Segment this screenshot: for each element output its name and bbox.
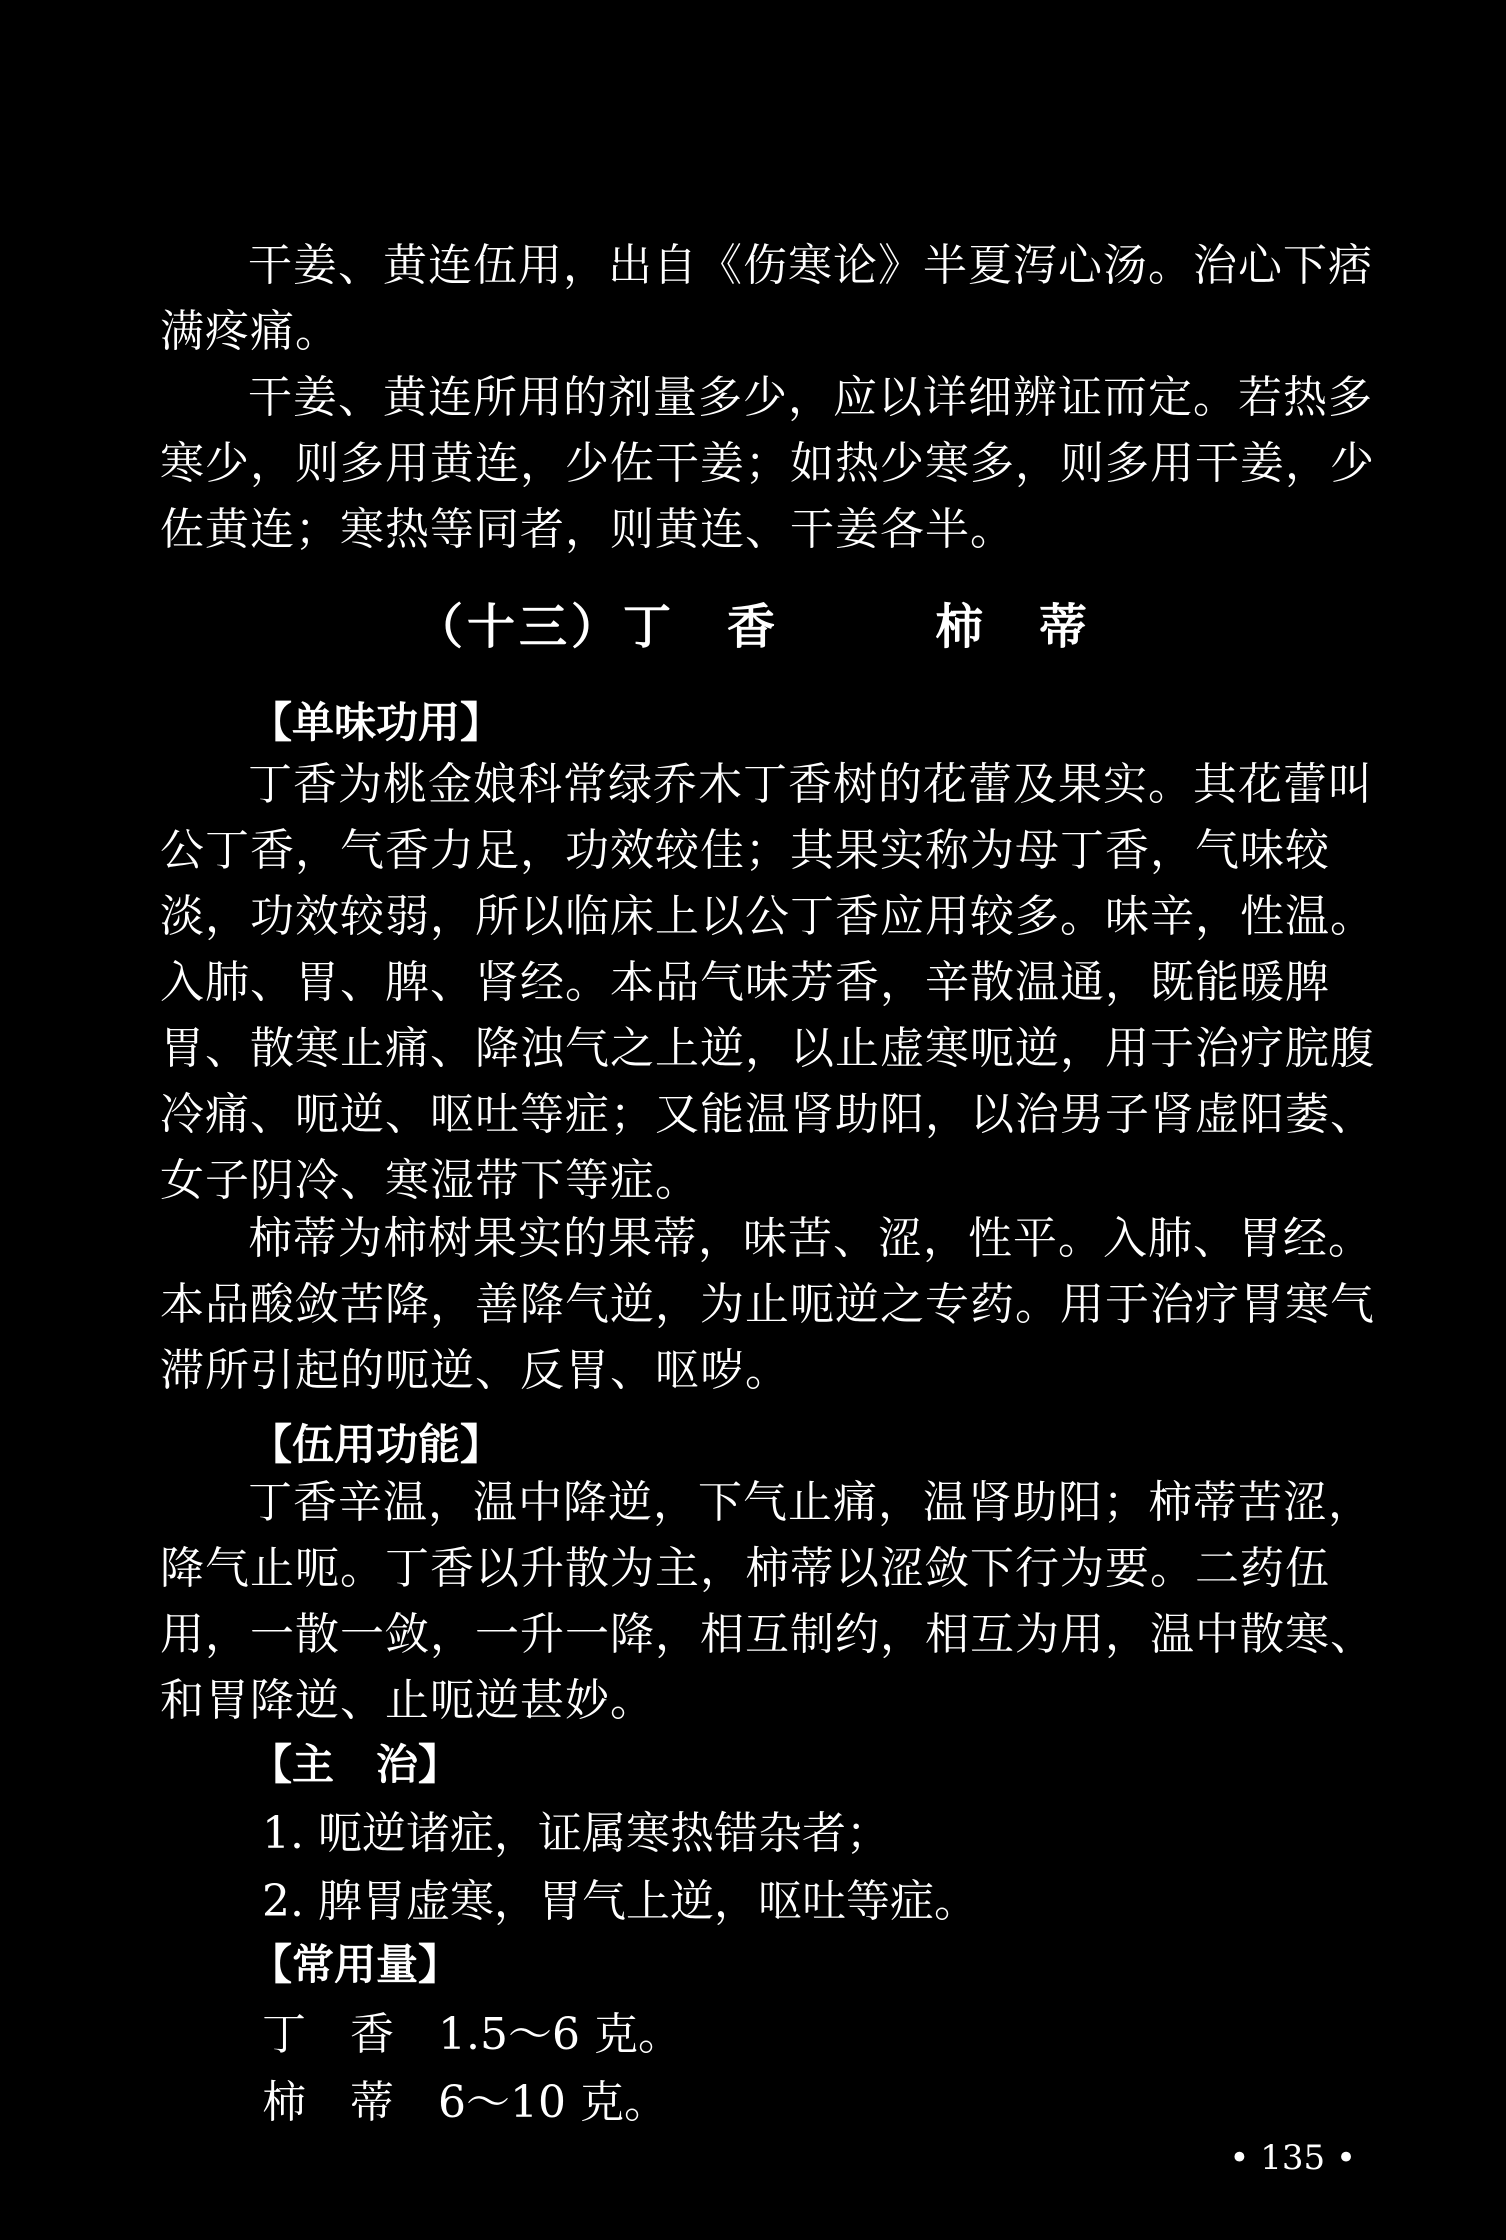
label-single-function: 【单味功用】 — [250, 698, 503, 747]
label-dosage: 【常用量】 — [250, 1940, 461, 1989]
dosage-line: 丁 香 1.5～6 克。 — [262, 2009, 682, 2060]
label-indications: 【主 治】 — [250, 1740, 461, 1789]
indication-item: 1. 呃逆诸症，证属寒热错杂者； — [262, 1808, 890, 1859]
paragraph-ganjiang-dosage: 干姜、黄连所用的剂量多少，应以详细辨证而定。若热多寒少，则多用黄连，少佐干姜；如热少寒多，则多用干姜，少佐黄连；寒热等同者，则黄连、干姜各半。 — [160, 372, 1375, 555]
paragraph-ganjiang-origin: 干姜、黄连伍用，出自《伤寒论》半夏泻心汤。治心下痞满疼痛。 — [160, 240, 1373, 357]
paragraph-shidi: 柿蒂为柿树果实的果蒂，味苦、涩，性平。入肺、胃经。本品酸敛苦降，善降气逆，为止呃逆之专药。用于治疗胃寒气滞所引起的呃逆、反胃、呕哕。 — [160, 1213, 1375, 1396]
paragraph-dingxiang: 丁香为桃金娘科常绿乔木丁香树的花蕾及果实。其花蕾叫公丁香，气香力足，功效较佳；其果实称为母丁香，气味较淡，功效较弱，所以临床上以公丁香应用较多。味辛，性温。入肺、胃、脾、肾经。本品气味芳香，辛散温通，既能暖脾胃、散寒止痛、降浊气之上逆，以止虚寒呃逆，用于治疗脘腹冷痛、呃逆、呕吐等症；又能温肾助阳，以治男子肾虚阳萎、女子阴冷、寒湿带下等症。 — [160, 759, 1375, 1206]
page-number: • 135 • — [1229, 2138, 1356, 2178]
paragraph-combined: 丁香辛温，温中降逆，下气止痛，温肾助阳；柿蒂苦涩，降气止呃。丁香以升散为主，柿蒂以涩敛下行为要。二药伍用，一散一敛，一升一降，相互制约，相互为用，温中散寒、和胃降逆、止呃逆甚妙。 — [160, 1477, 1375, 1726]
indication-item: 2. 脾胃虚寒，胃气上逆，呕吐等症。 — [262, 1876, 978, 1927]
label-combined-function: 【伍用功能】 — [250, 1420, 503, 1469]
section-heading: （十三）丁 香 柿 蒂 — [414, 599, 1091, 655]
dosage-line: 柿 蒂 6～10 克。 — [262, 2077, 668, 2128]
